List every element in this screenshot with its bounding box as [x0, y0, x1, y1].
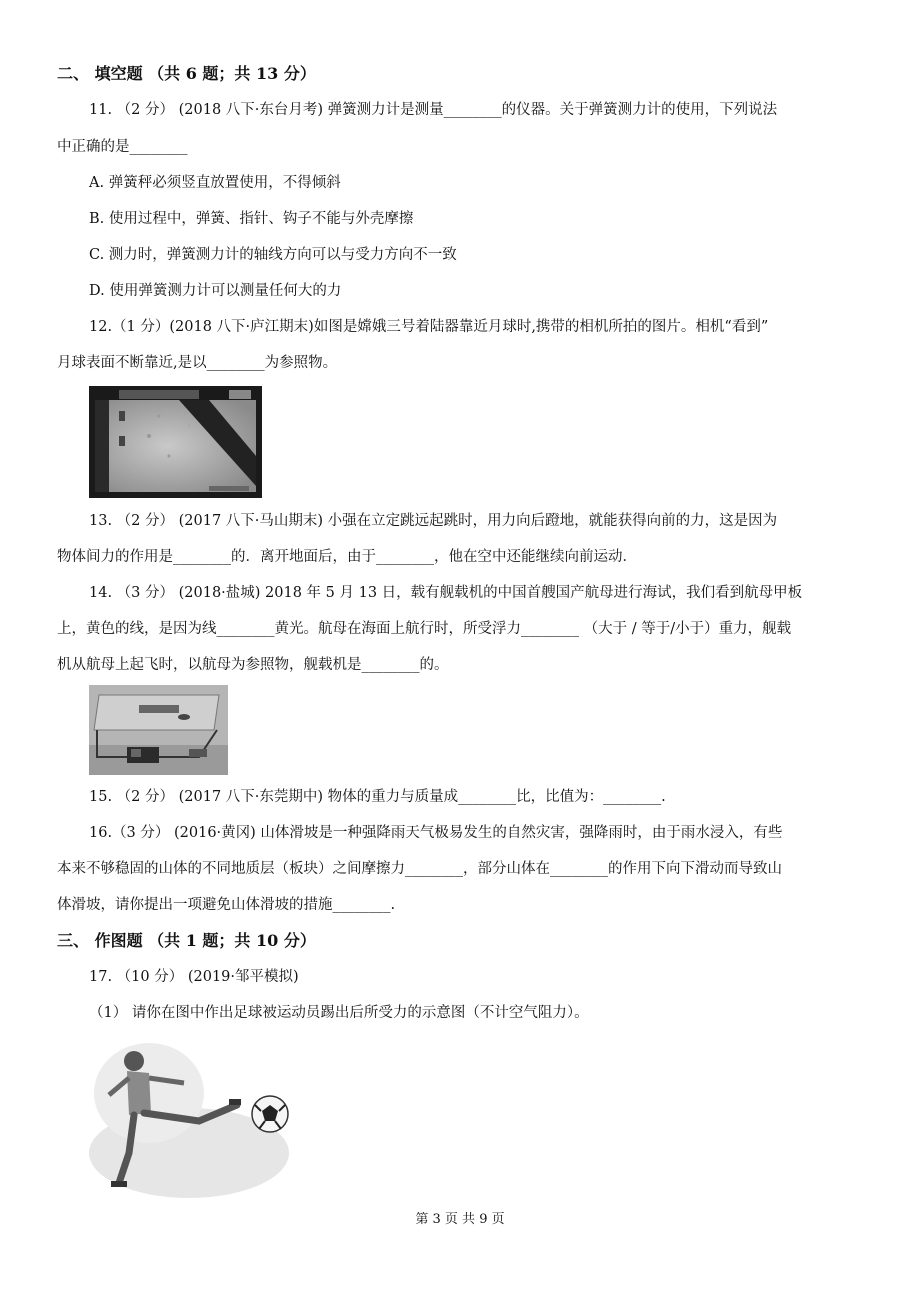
q11-option-b: B. 使用过程中，弹簧、指针、钩子不能与外壳摩擦 — [89, 211, 414, 227]
q16-line3: 体滑坡，请你提出一项避免山体滑坡的措施________. — [57, 897, 396, 913]
q16-line1: 16.（3 分） (2016·黄冈) 山体滑坡是一种强降雨天气极易发生的自然灾害，强降雨时，由于雨水浸入，有些 — [89, 825, 783, 841]
q11-option-d: D. 使用弹簧测力计可以测量任何大的力 — [89, 283, 342, 299]
q17-sub1: （1） 请你在图中作出足球被运动员踢出后所受力的示意图（不计空气阻力）。 — [89, 1005, 589, 1021]
q14-line3: 机从航母上起飞时，以航母为参照物，舰载机是________的。 — [57, 657, 449, 673]
q12-line2: 月球表面不断靠近,是以________为参照物。 — [57, 355, 338, 371]
q11-line1: 11. （2 分） (2018 八下·东台月考) 弹簧测力计是测量________的仪器。关于弹簧测力计的使用，下列说法 — [89, 102, 778, 118]
circuit-photo — [89, 685, 228, 775]
soccer-player-image — [89, 1033, 297, 1199]
q16-line2: 本来不够稳固的山体的不同地质层（板块）之间摩擦力________，部分山体在________的作用下向下滑动而导致山 — [57, 861, 782, 877]
q13-line1: 13. （2 分） (2017 八下·马山期末) 小强在立定跳远起跳时，用力向后蹬地，就能获得向前的力，这是因为 — [89, 513, 778, 529]
q15-line1: 15. （2 分） (2017 八下·东莞期中) 物体的重力与质量成________比，比值为：________. — [89, 789, 666, 805]
lunar-camera-photo — [89, 386, 262, 498]
q17-line1: 17. （10 分） (2019·邹平模拟) — [89, 969, 299, 985]
q13-line2: 物体间力的作用是________的．离开地面后，由于________，他在空中还能继续向前运动． — [57, 549, 637, 565]
q14-line2: 上，黄色的线，是因为线________黄光。航母在海面上航行时，所受浮力________ （大于 / 等于/小于）重力，舰载 — [57, 621, 792, 637]
q14-line1: 14. （3 分） (2018·盐城) 2018 年 5 月 13 日，载有舰载机的中国首艘国产航母进行海试，我们看到航母甲板 — [89, 585, 803, 601]
section-3-heading: 三、 作图题 （共 1 题；共 10 分） — [57, 931, 316, 950]
section-2-heading: 二、 填空题 （共 6 题；共 13 分） — [57, 64, 316, 83]
page-footer: 第 3 页 共 9 页 — [415, 1212, 505, 1227]
q12-line1: 12.（1 分）(2018 八下·庐江期末)如图是嫦娥三号着陆器靠近月球时,携带的相机所拍的图片。相机“看到” — [89, 319, 769, 335]
q11-line2: 中正确的是________ — [57, 139, 188, 155]
q11-option-c: C. 测力时，弹簧测力计的轴线方向可以与受力方向不一致 — [89, 247, 457, 263]
q11-option-a: A. 弹簧秤必须竖直放置使用，不得倾斜 — [89, 175, 341, 191]
